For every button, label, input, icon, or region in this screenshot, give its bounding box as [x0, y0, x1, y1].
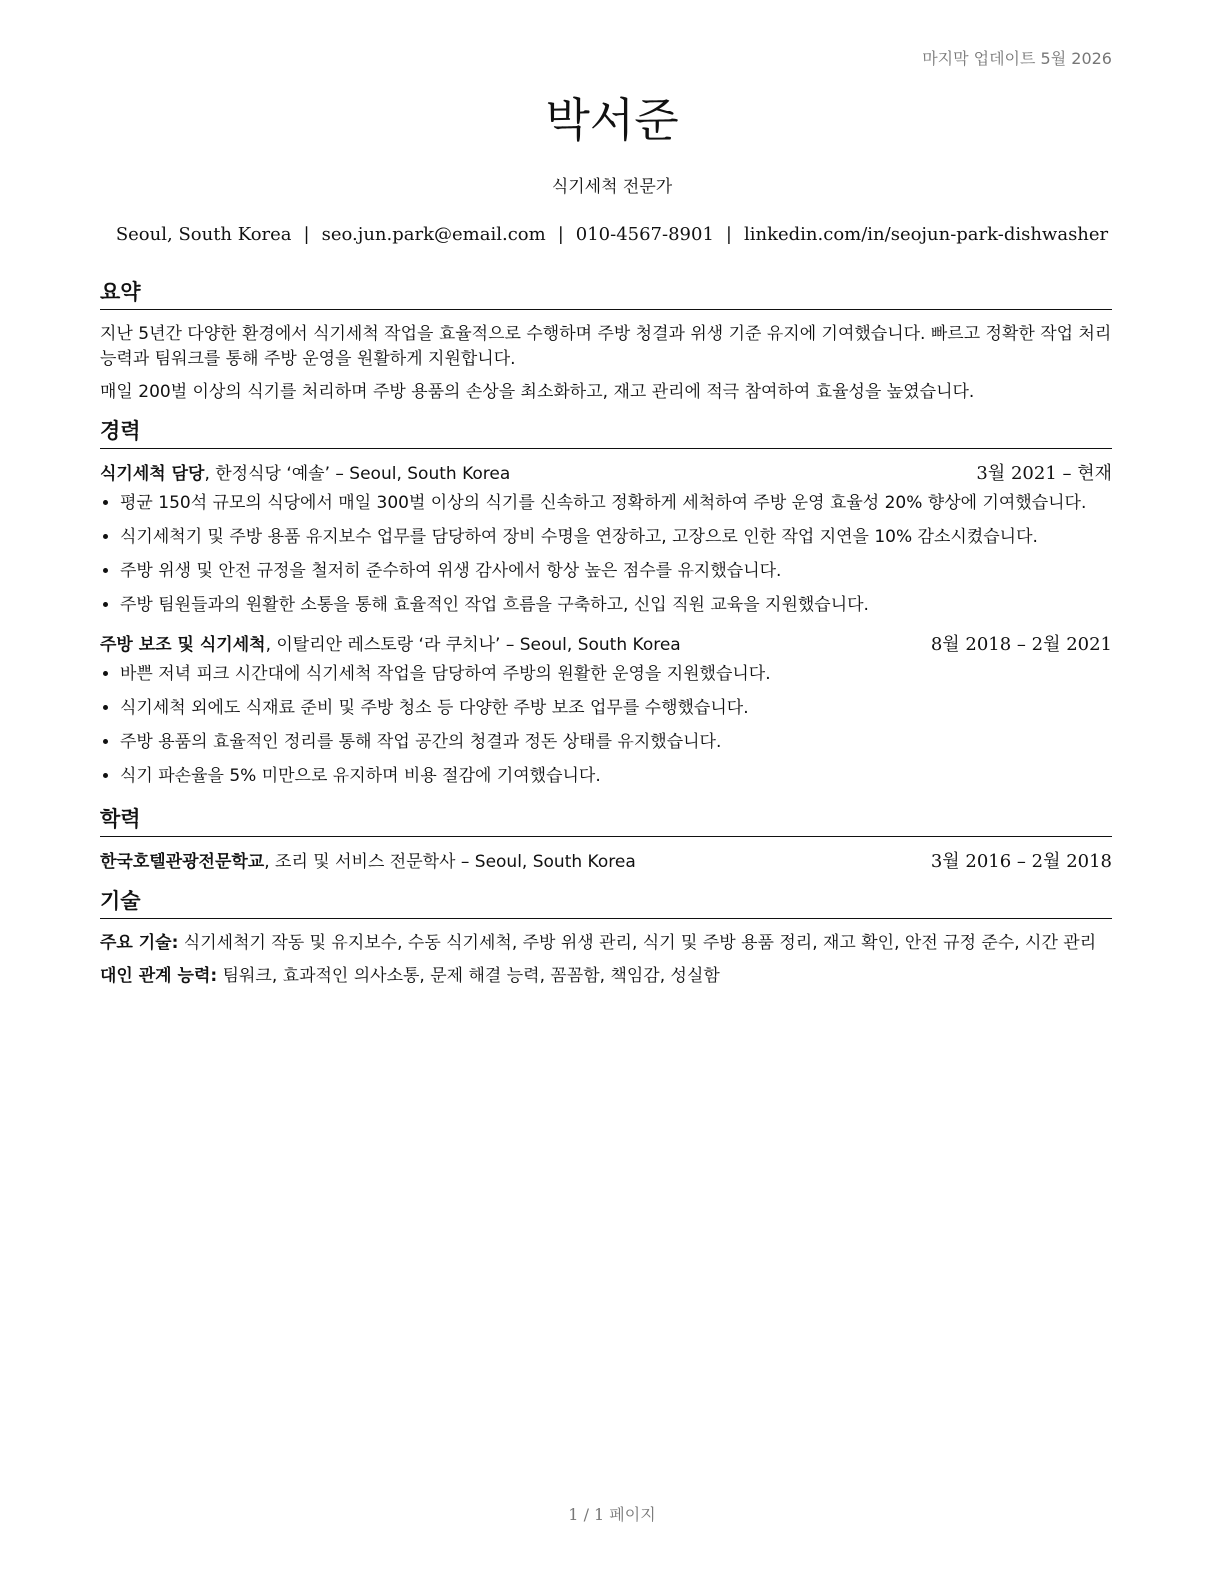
contact-line [0, 224, 1224, 245]
candidate-name: 박서준 [545, 93, 679, 147]
contact-separator: | [725, 224, 732, 245]
education-date: 3월 2016 – 2월 2018 [930, 851, 1112, 872]
skill-text: 팀워크, 효과적인 의사소통, 문제 해결 능력, 꼼꼼함, 책임감, 성실함 [217, 966, 720, 986]
summary-section [100, 276, 1112, 405]
education-entry [100, 849, 1112, 875]
skill-line [100, 964, 1112, 989]
job-title: 주방 보조 및 식기세척 [100, 635, 266, 655]
job-title: 식기세척 담당 [100, 464, 205, 484]
summary-paragraph: 지난 5년간 다양한 환경에서 식기세척 작업을 효율적으로 수행하며 주방 청결과 위생 기준 유지에 기여했습니다. 빠르고 정확한 작업 처리 능력과 팀워크를 통해 주방 운영을 원활하게 지원합니다. [100, 324, 1112, 369]
education-section [100, 803, 1112, 875]
summary-paragraph: 매일 200벌 이상의 식기를 처리하며 주방 용품의 손상을 최소화하고, 재고 관리에 적극 참여하여 효율성을 높였습니다. [100, 382, 975, 402]
resume-body [100, 276, 1112, 997]
job-header [100, 461, 1112, 487]
job-bullet: • 식기세척 외에도 식재료 준비 및 주방 청소 등 다양한 주방 보조 업무를 수행했습니다. [120, 696, 1112, 721]
job-bullet: • 주방 팀원들과의 원활한 소통을 통해 효율적인 작업 흐름을 구축하고, 신입 직원 교육을 지원했습니다. [120, 593, 1112, 618]
contact-email[interactable]: seo.jun.park@email.com [321, 224, 546, 245]
section-title-experience: 경력 [100, 415, 1112, 449]
job-bullet: • 식기세척기 및 주방 용품 유지보수 업무를 담당하여 장비 수명을 연장하고, 고장으로 인한 작업 지연을 10% 감소시켰습니다. [120, 525, 1112, 550]
job-bullet: • 평균 150석 규모의 식당에서 매일 300벌 이상의 식기를 신속하고 정확하게 세척하여 주방 운영 효율성 20% 향상에 기여했습니다. [120, 491, 1112, 516]
experience-section [100, 415, 1112, 789]
section-title-summary: 요약 [100, 276, 1112, 310]
skill-line [100, 931, 1112, 956]
last-updated: 마지막 업데이트 5월 2026 [922, 49, 1112, 68]
degree-detail: , 조리 및 서비스 전문학사 – Seoul, South Korea [264, 852, 636, 872]
contact-separator: | [303, 224, 310, 245]
job-bullets [100, 662, 1112, 789]
job-bullets [100, 491, 1112, 618]
job-org: , 한정식당 ‘예솔’ – Seoul, South Korea [204, 464, 511, 484]
job-entry [100, 632, 1112, 789]
job-bullet: • 바쁜 저녁 피크 시간대에 식기세척 작업을 담당하여 주방의 원활한 운영을 지원했습니다. [120, 662, 1112, 687]
job-bullet: • 식기 파손율을 5% 미만으로 유지하며 비용 절감에 기여했습니다. [120, 764, 1112, 789]
job-org: , 이탈리안 레스토랑 ‘라 쿠치나’ – Seoul, South Korea [265, 635, 681, 655]
skills-section [100, 885, 1112, 989]
job-date: 3월 2021 – 현재 [976, 463, 1112, 484]
job-bullet: • 주방 용품의 효율적인 정리를 통해 작업 공간의 청결과 정돈 상태를 유지했습니다. [120, 730, 1112, 755]
section-title-skills: 기술 [100, 885, 1112, 919]
job-bullet: • 주방 위생 및 안전 규정을 철저히 준수하여 위생 감사에서 항상 높은 점수를 유지했습니다. [120, 559, 1112, 584]
contact-separator: | [557, 224, 564, 245]
skill-text: 식기세척기 작동 및 유지보수, 수동 식기세척, 주방 위생 관리, 식기 및 주방 용품 정리, 재고 확인, 안전 규정 준수, 시간 관리 [178, 933, 1097, 953]
contact-location: Seoul, South Korea [115, 224, 292, 245]
candidate-role: 식기세척 전문가 [551, 177, 673, 197]
skill-label: 주요 기술: [100, 933, 179, 953]
contact-linkedin[interactable]: linkedin.com/in/seojun-park-dishwasher [743, 224, 1109, 245]
school-name: 한국호텔관광전문학교 [100, 852, 265, 872]
job-entry [100, 461, 1112, 618]
section-title-education: 학력 [100, 803, 1112, 837]
job-header [100, 632, 1112, 658]
job-date: 8월 2018 – 2월 2021 [930, 634, 1112, 655]
contact-phone: 010-4567-8901 [575, 224, 714, 245]
page-number: 1 / 1 페이지 [568, 1505, 656, 1524]
skill-label: 대인 관계 능력: [100, 966, 218, 986]
